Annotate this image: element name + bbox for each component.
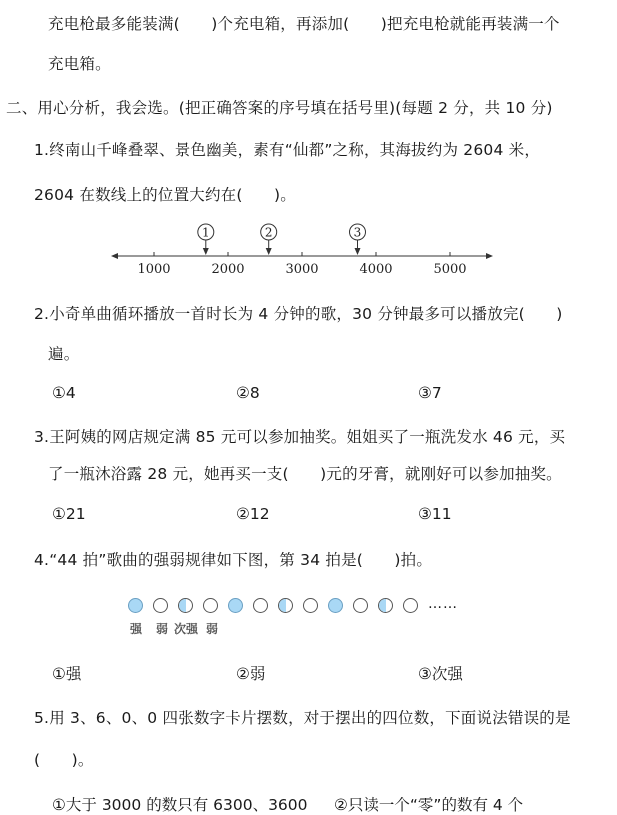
q4-option-1: ①强	[52, 665, 82, 683]
q5-option-2: ②只读一个“零”的数有 4 个	[334, 796, 524, 814]
beat-label: 强	[130, 622, 143, 636]
marker-arrow	[203, 248, 209, 255]
q2-option-1: ①4	[52, 384, 76, 402]
q3-option-2: ②12	[236, 505, 270, 523]
beat-circle	[303, 598, 318, 613]
q5-line-2: ( )。	[34, 751, 94, 769]
q2-line-1: 2.小奇单曲循环播放一首时长为 4 分钟的歌，30 分钟最多可以播放完( )	[34, 305, 563, 323]
beat-label: 弱	[156, 622, 169, 636]
q2-option-2: ②8	[236, 384, 260, 402]
q3-option-3: ③11	[418, 505, 452, 523]
marker-arrow	[355, 248, 361, 255]
q4-option-3: ③次强	[418, 665, 463, 683]
q3-option-1: ①21	[52, 505, 86, 523]
beat-circle	[378, 598, 393, 613]
intro-line-1: 充电枪最多能装满( )个充电箱，再添加( )把充电枪就能再装满一个	[48, 15, 560, 33]
beat-label: 次强	[174, 622, 199, 636]
beat-circle	[228, 598, 243, 613]
q2-option-3: ③7	[418, 384, 442, 402]
q5-line-1: 5.用 3、6、0、0 四张数字卡片摆数，对于摆出的四位数，下面说法错误的是	[34, 709, 571, 727]
beat-ellipsis: ……	[428, 596, 458, 612]
marker-label: 3	[353, 225, 362, 240]
q4-line-1: 4.“44 拍”歌曲的强弱规律如下图，第 34 拍是( )拍。	[34, 551, 433, 569]
q3-line-1: 3.王阿姨的网店规定满 85 元可以参加抽奖。姐姐买了一瓶洗发水 46 元，买	[34, 428, 566, 446]
beat-circle	[278, 598, 293, 613]
intro-line-2: 充电箱。	[48, 55, 111, 73]
tick-label: 5000	[433, 262, 467, 277]
marker-arrow	[266, 248, 272, 255]
beat-circle	[128, 598, 143, 613]
beat-circle	[353, 598, 368, 613]
q4-option-2: ②弱	[236, 665, 266, 683]
beat-label: 弱	[206, 622, 219, 636]
q2-line-2: 遍。	[48, 345, 80, 363]
marker-label: 1	[201, 225, 210, 240]
q1-line-1: 1.终南山千峰叠翠、景色幽美，素有“仙都”之称，其海拔约为 2604 米，	[34, 141, 541, 159]
tick-label: 3000	[285, 262, 319, 277]
q5-option-1: ①大于 3000 的数只有 6300、3600	[52, 796, 308, 814]
q1-line-2: 2604 在数线上的位置大约在( )。	[34, 186, 296, 204]
tick-label: 2000	[211, 262, 245, 277]
tick-label: 1000	[137, 262, 171, 277]
q3-line-2: 了一瓶沐浴露 28 元，她再买一支( )元的牙膏，就刚好可以参加抽奖。	[48, 465, 562, 483]
axis-arrow-left	[111, 253, 118, 259]
axis-arrow-right	[486, 253, 493, 259]
beat-circle	[253, 598, 268, 613]
beat-circle	[203, 598, 218, 613]
beat-circle	[328, 598, 343, 613]
tick-label: 4000	[359, 262, 393, 277]
beat-circle	[403, 598, 418, 613]
beat-circle	[153, 598, 168, 613]
marker-label: 2	[264, 225, 273, 240]
beat-circle	[178, 598, 193, 613]
section-title: 二、用心分析，我会选。(把正确答案的序号填在括号里)(每题 2 分，共 10 分)	[6, 99, 553, 117]
beat-pattern	[128, 598, 468, 640]
number-line	[110, 222, 495, 282]
